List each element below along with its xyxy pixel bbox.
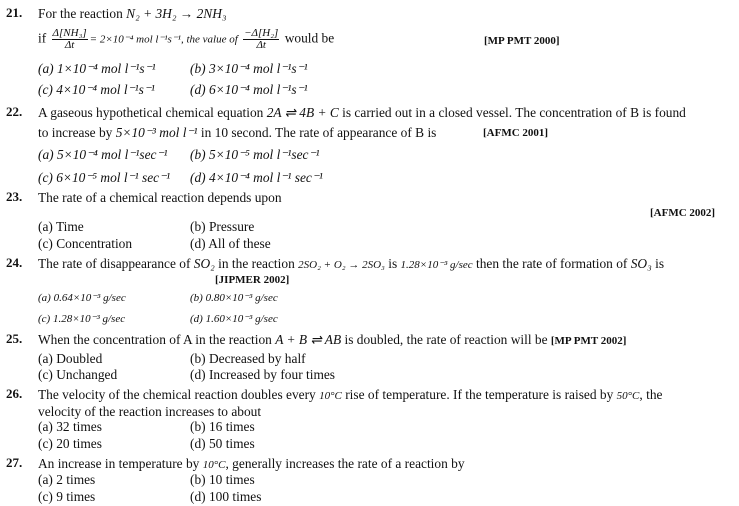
question-number: 23.	[6, 189, 23, 204]
option-a: (a) 32 times	[38, 419, 102, 434]
option-a: (a) 1×10⁻⁴ mol l⁻¹s⁻¹	[38, 61, 156, 76]
option-b: (b) 3×10⁻⁴ mol l⁻¹s⁻¹	[190, 61, 308, 76]
question-number: 21.	[6, 5, 23, 20]
question-stem: The velocity of the chemical reaction doubles every 10°C rise of temperature. If the temperature is raised by 50°C, the	[38, 387, 663, 402]
option-b: (b) 16 times	[190, 419, 255, 434]
exam-tag: [MP PMT 2000]	[484, 35, 560, 47]
option-a: (a) Doubled	[38, 351, 103, 366]
option-d: (d) 100 times	[190, 489, 262, 504]
reaction-equation: 2A ⇌ 4B + C	[266, 105, 339, 120]
option-d: (d) 50 times	[190, 436, 255, 451]
question-line-2: if $\frac{\text{Δ[NH₃]}}{\Delta t}$ = 2×10⁻⁴ mol l⁻¹s⁻¹, the value of $\frac{\text{−Δ[H₂]}}{\Delta t}$ would be [MP PMT 2000]	[38, 27, 560, 51]
reaction-equation: A + B ⇌ AB	[275, 332, 342, 347]
exam-tag: [JIPMER 2002]	[215, 274, 290, 286]
option-d: (d) 1.60×10⁻³ g/sec	[190, 313, 278, 325]
rate-fraction-nh3: $\frac{\text{Δ[NH₃]}}{\Delta t}$	[52, 27, 87, 51]
question-line-2: to increase by 5×10⁻³ mol l⁻¹ in 10 second. The rate of appearance of B is [AFMC 2001]	[38, 125, 549, 140]
option-c: (c) 4×10⁻⁴ mol l⁻¹s⁻¹	[38, 82, 155, 97]
option-c: (c) 20 times	[38, 436, 102, 451]
question-stem: A gaseous hypothetical chemical equation 2A ⇌ 4B + C is carried out in a closed vessel. The concentration of B is found	[38, 105, 686, 120]
option-d: (d) 4×10⁻⁴ mol l⁻¹ sec⁻¹	[190, 170, 323, 185]
question-number: 25.	[6, 331, 23, 346]
option-b: (b) Decreased by half	[190, 351, 306, 366]
option-d: (d) All of these	[190, 236, 271, 251]
question-number: 22.	[6, 104, 23, 119]
option-c: (c) 9 times	[38, 489, 96, 504]
rate-fraction-h2: $\frac{\text{−Δ[H₂]}}{\Delta t}$	[244, 27, 279, 51]
question-number: 26.	[6, 386, 23, 401]
question-line-2: velocity of the reaction increases to about	[38, 404, 262, 419]
reaction-equation: N₂ + 3H₂ → 2NH₃	[126, 6, 227, 21]
question-stem: The rate of disappearance of SO₂ in the reaction 2SO₂ + O₂ → 2SO₃ is 1.28×10⁻³ g/sec then the rate of formation of SO₃ is	[38, 256, 665, 271]
option-a: (a) Time	[38, 219, 84, 234]
question-stem: The rate of a chemical reaction depends upon	[38, 190, 282, 205]
option-b: (b) Pressure	[190, 219, 255, 234]
option-a: (a) 0.64×10⁻³ g/sec	[38, 292, 126, 304]
question-number: 27.	[6, 455, 23, 470]
option-a: (a) 2 times	[38, 472, 96, 487]
option-d: (d) Increased by four times	[190, 367, 336, 382]
option-a: (a) 5×10⁻⁴ mol l⁻¹sec⁻¹	[38, 147, 168, 162]
temperature-step: 10°C	[202, 459, 226, 471]
question-number: 24.	[6, 255, 23, 270]
question-stem: For the reaction N₂ + 3H₂ → 2NH₃	[38, 6, 227, 21]
exam-tag: [AFMC 2001]	[483, 127, 549, 139]
temperature-step: 10°C	[319, 390, 342, 402]
option-b: (b) 5×10⁻⁵ mol l⁻¹sec⁻¹	[190, 147, 320, 162]
exam-tag: [MP PMT 2002]	[550, 335, 627, 347]
option-b: (b) 10 times	[190, 472, 255, 487]
question-stem: An increase in temperature by 10°C, generally increases the rate of a reaction by	[38, 456, 465, 471]
option-b: (b) 0.80×10⁻³ g/sec	[190, 292, 278, 304]
reaction-equation: 2SO₂ + O₂ → 2SO₃	[298, 259, 385, 271]
temperature-rise: 50°C	[616, 390, 640, 402]
concentration-value: 5×10⁻³ mol l⁻¹	[115, 125, 198, 140]
exam-tag: [AFMC 2002]	[650, 207, 716, 219]
option-c: (c) Unchanged	[38, 367, 118, 382]
option-c: (c) Concentration	[38, 236, 133, 251]
option-c: (c) 1.28×10⁻³ g/sec	[38, 313, 126, 325]
option-d: (d) 6×10⁻⁴ mol l⁻¹s⁻¹	[190, 82, 308, 97]
question-stem: When the concentration of A in the reaction A + B ⇌ AB is doubled, the rate of reaction will be [MP PMT 2002]	[38, 332, 627, 347]
rate-value: 1.28×10⁻³ g/sec	[400, 259, 473, 271]
option-c: (c) 6×10⁻⁵ mol l⁻¹ sec⁻¹	[38, 170, 171, 185]
